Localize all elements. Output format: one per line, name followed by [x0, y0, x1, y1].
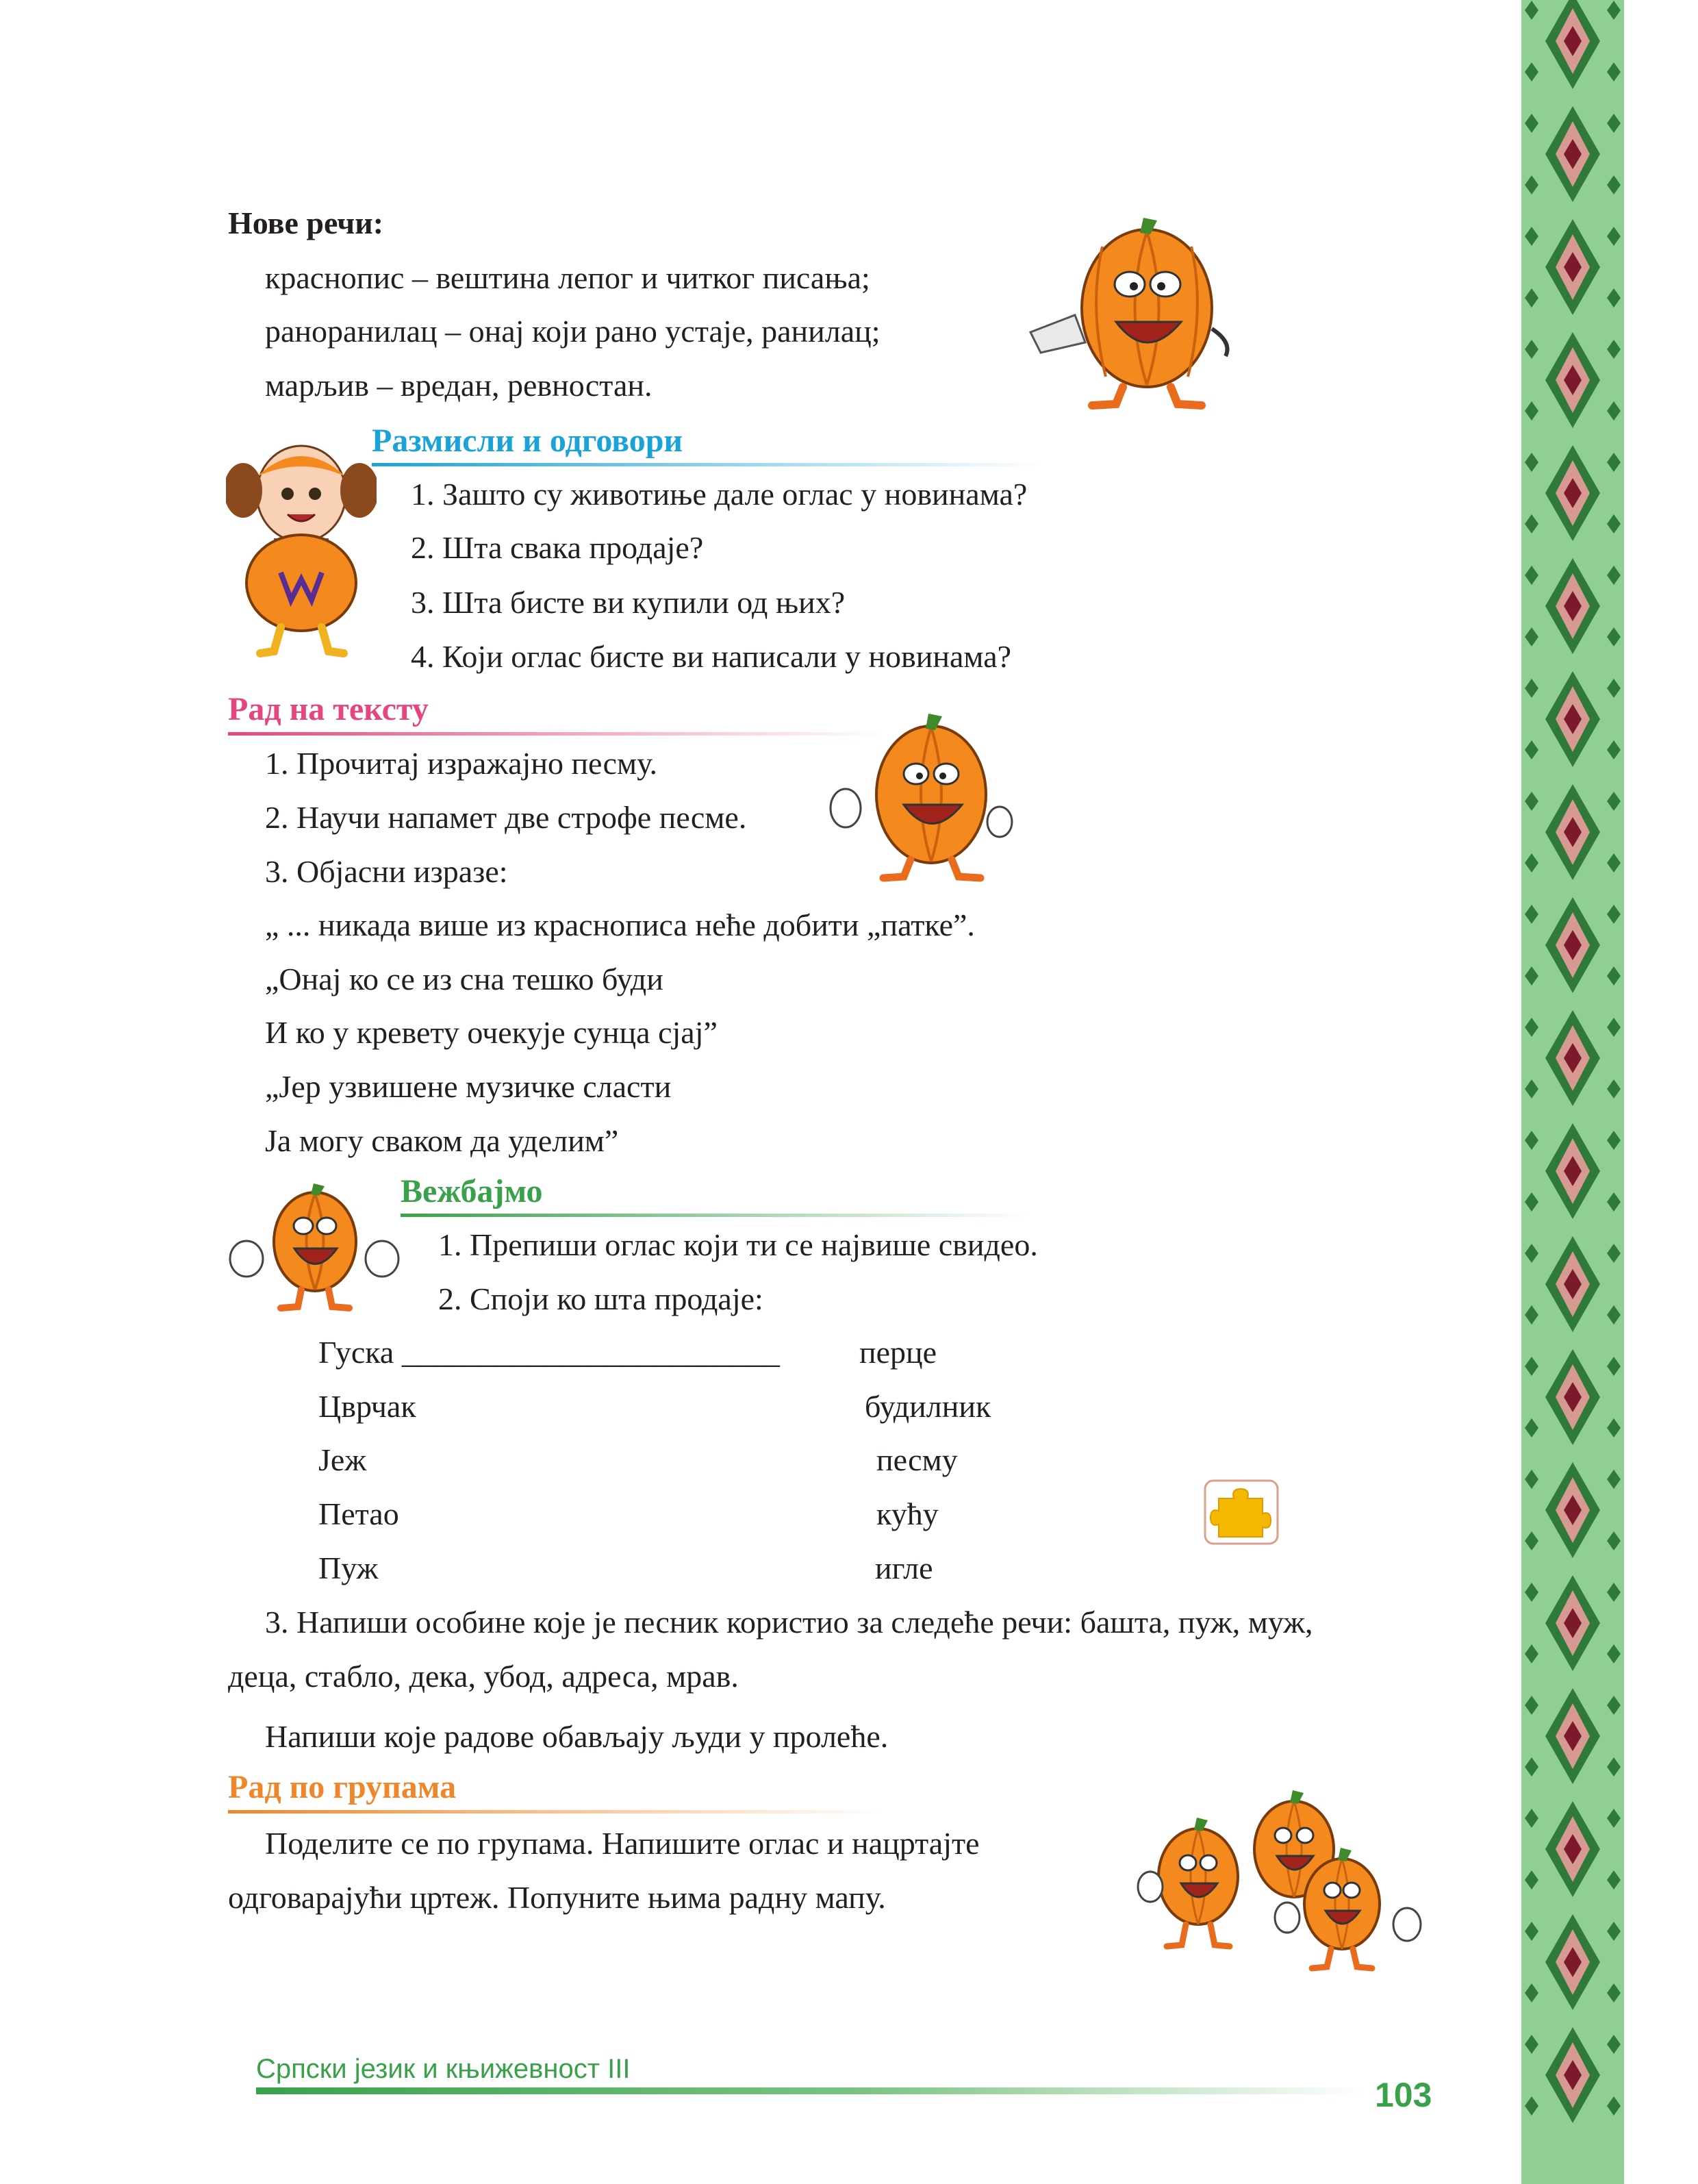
match-left-item: Јеж	[318, 1442, 367, 1477]
ornament-motif	[1525, 1575, 1621, 1671]
practice-heading: Вежбајмо	[401, 1173, 543, 1209]
quote-line: Ја могу сваком да уделим”	[265, 1123, 619, 1158]
match-left-item: Цврчак	[318, 1389, 416, 1424]
ornament-motif	[1525, 219, 1621, 315]
decorative-border	[1521, 0, 1624, 2184]
ornament-motif	[1525, 0, 1621, 89]
ornament-motif	[1525, 1123, 1621, 1219]
match-left-item: Гуска ________________________	[318, 1335, 780, 1370]
footer-rule	[256, 2087, 1365, 2094]
ornament-motif	[1525, 784, 1621, 880]
text-work-line: 3. Објасни изразе:	[265, 854, 508, 889]
match-left-item: Петао	[318, 1496, 399, 1531]
ornament-motif	[1525, 1462, 1621, 1558]
match-left-item: Пуж	[318, 1551, 379, 1585]
practice-task: 1. Препиши оглас који ти се највише свидео.	[438, 1227, 1038, 1262]
group-work-line: одговарајући цртеж. Попуните њима радну мапу.	[228, 1880, 886, 1915]
practice-task-continued: деца, стабло, дека, убод, адреса, мрав.	[228, 1659, 739, 1694]
quote-line: „Онај ко се из сна тешко буди	[265, 962, 663, 996]
match-right-item: песму	[876, 1442, 958, 1477]
ornament-motif	[1525, 897, 1621, 993]
match-right-item: перце	[859, 1335, 937, 1370]
ornament-pattern-icon	[1521, 0, 1624, 2184]
question-item: 1. Зашто су животиње дале оглас у новинама?	[411, 477, 1028, 512]
ornament-motif	[1525, 1801, 1621, 1897]
ornament-motif	[1525, 558, 1621, 654]
think-answer-heading: Размисли и одговори	[372, 423, 683, 459]
match-right-item: игле	[875, 1551, 933, 1585]
text-work-line: 2. Научи напамет две строфе песме.	[265, 800, 747, 835]
heading-rule	[401, 1214, 1030, 1217]
girl-with-pumpkin-icon	[226, 436, 377, 662]
ornament-motif	[1525, 1914, 1621, 2010]
heading-rule	[228, 732, 885, 736]
text-work-line: 1. Прочитај изражајно песму.	[265, 746, 658, 781]
practice-task: 3. Напиши особине које је песник користио за следеће речи: башта, пуж, муж,	[265, 1605, 1313, 1640]
pumpkin-reading-icon	[1020, 212, 1246, 411]
page-number: 103	[1375, 2076, 1432, 2114]
ornament-motif	[1525, 445, 1621, 541]
text-work-heading: Рад на тексту	[228, 691, 429, 727]
question-item: 2. Шта свака продаје?	[411, 530, 704, 565]
match-right-item: кућу	[876, 1496, 939, 1531]
practice-task: Напиши које радове обављају људи у пролеће.	[265, 1719, 889, 1754]
new-words-title: Нове речи:	[228, 205, 384, 240]
pumpkin-hands-icon	[226, 1183, 404, 1314]
group-work-heading: Рад по групама	[228, 1769, 457, 1805]
quote-line: И ко у кревету очекује сунца сјај”	[265, 1015, 718, 1050]
ornament-motif	[1525, 1236, 1621, 1332]
group-work-line: Поделите се по групама. Напишите оглас и нацртајте	[265, 1826, 980, 1861]
new-word-line: марљив – вредан, ревностан.	[265, 368, 652, 403]
pumpkin-waving-icon	[828, 712, 1020, 883]
heading-rule	[228, 1810, 885, 1813]
question-item: 3. Шта бисте ви купили од њих?	[411, 585, 846, 620]
practice-task: 2. Споји ко шта продаје:	[438, 1281, 763, 1316]
heading-rule	[372, 463, 1043, 466]
ornament-motif	[1525, 1349, 1621, 1445]
book-title-footer: Српски језик и књижевност III	[256, 2054, 631, 2084]
quote-line: „ ... никада више из краснописа неће добити „патке”.	[265, 907, 975, 942]
puzzle-icon	[1204, 1479, 1279, 1545]
ornament-motif	[1525, 332, 1621, 428]
ornament-motif	[1525, 2027, 1621, 2123]
match-right-item: будилник	[865, 1389, 991, 1424]
ornament-motif	[1525, 1688, 1621, 1784]
quote-line: „Јер узвишене музичке сласти	[265, 1069, 672, 1104]
new-word-line: раноранилац – онај који рано устаје, ранилац;	[265, 314, 880, 349]
question-item: 4. Који оглас бисте ви написали у новинама?	[411, 639, 1012, 674]
ornament-motif	[1525, 671, 1621, 767]
new-word-line: краснопис – вештина лепог и читког писања;	[265, 260, 870, 295]
pumpkin-group-icon	[1137, 1787, 1438, 1979]
ornament-motif	[1525, 1010, 1621, 1106]
ornament-motif	[1525, 106, 1621, 202]
